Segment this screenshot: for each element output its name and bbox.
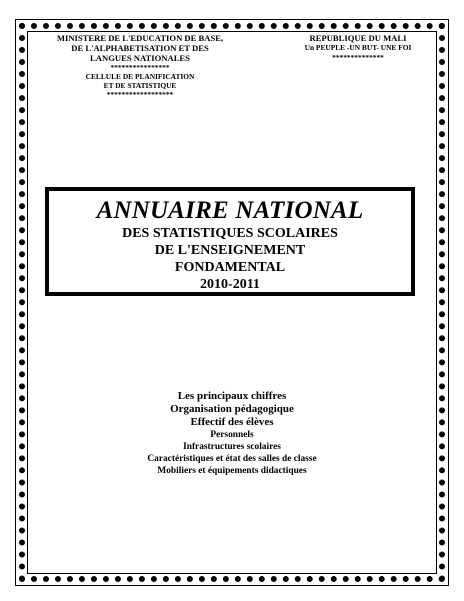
contents-list xyxy=(90,390,374,477)
title-line-3: DE L'ENSEIGNEMENT xyxy=(154,243,306,258)
republic-stars: ************** xyxy=(332,53,384,62)
title-line-4: FONDAMENTAL xyxy=(174,260,286,275)
school-year: 2010-2011 xyxy=(200,277,260,292)
contents-item: Infrastructures scolaires xyxy=(183,442,281,452)
cellule-line-1: CELLULE DE PLANIFICATION xyxy=(85,72,195,81)
cellule-stars: ****************** xyxy=(106,90,174,99)
contents-item: Organisation pédagogique xyxy=(170,403,294,415)
contents-item: Les principaux chiffres xyxy=(177,390,287,402)
ministry-stars: **************** xyxy=(110,63,170,72)
page-border-inner xyxy=(27,31,437,574)
ministry-line-2: DE L'ALPHABETISATION ET DES xyxy=(71,43,209,53)
ministry-header xyxy=(40,33,240,99)
ministry-line-1: MINISTERE DE L'EDUCATION DE BASE, xyxy=(56,33,224,43)
contents-item: Mobiliers et équipements didactiques xyxy=(157,466,307,476)
title-box xyxy=(45,187,415,296)
republic-header xyxy=(288,33,428,63)
contents-item: Effectif des élèves xyxy=(190,416,274,428)
republic-motto: Un PEUPLE -UN BUT- UNE FOI xyxy=(304,43,412,52)
ministry-line-3: LANGUES NATIONALES xyxy=(90,53,190,63)
title-line-2: DES STATISTIQUES SCOLAIRES xyxy=(122,226,338,241)
republic-name: REPUBLIQUE DU MALI xyxy=(309,33,407,43)
contents-item: Caractéristiques et état des salles de classe xyxy=(147,454,317,464)
document-title: ANNUAIRE NATIONAL xyxy=(96,197,364,224)
cellule-line-2: ET DE STATISTIQUE xyxy=(103,81,177,90)
contents-item: Personnels xyxy=(210,430,254,440)
